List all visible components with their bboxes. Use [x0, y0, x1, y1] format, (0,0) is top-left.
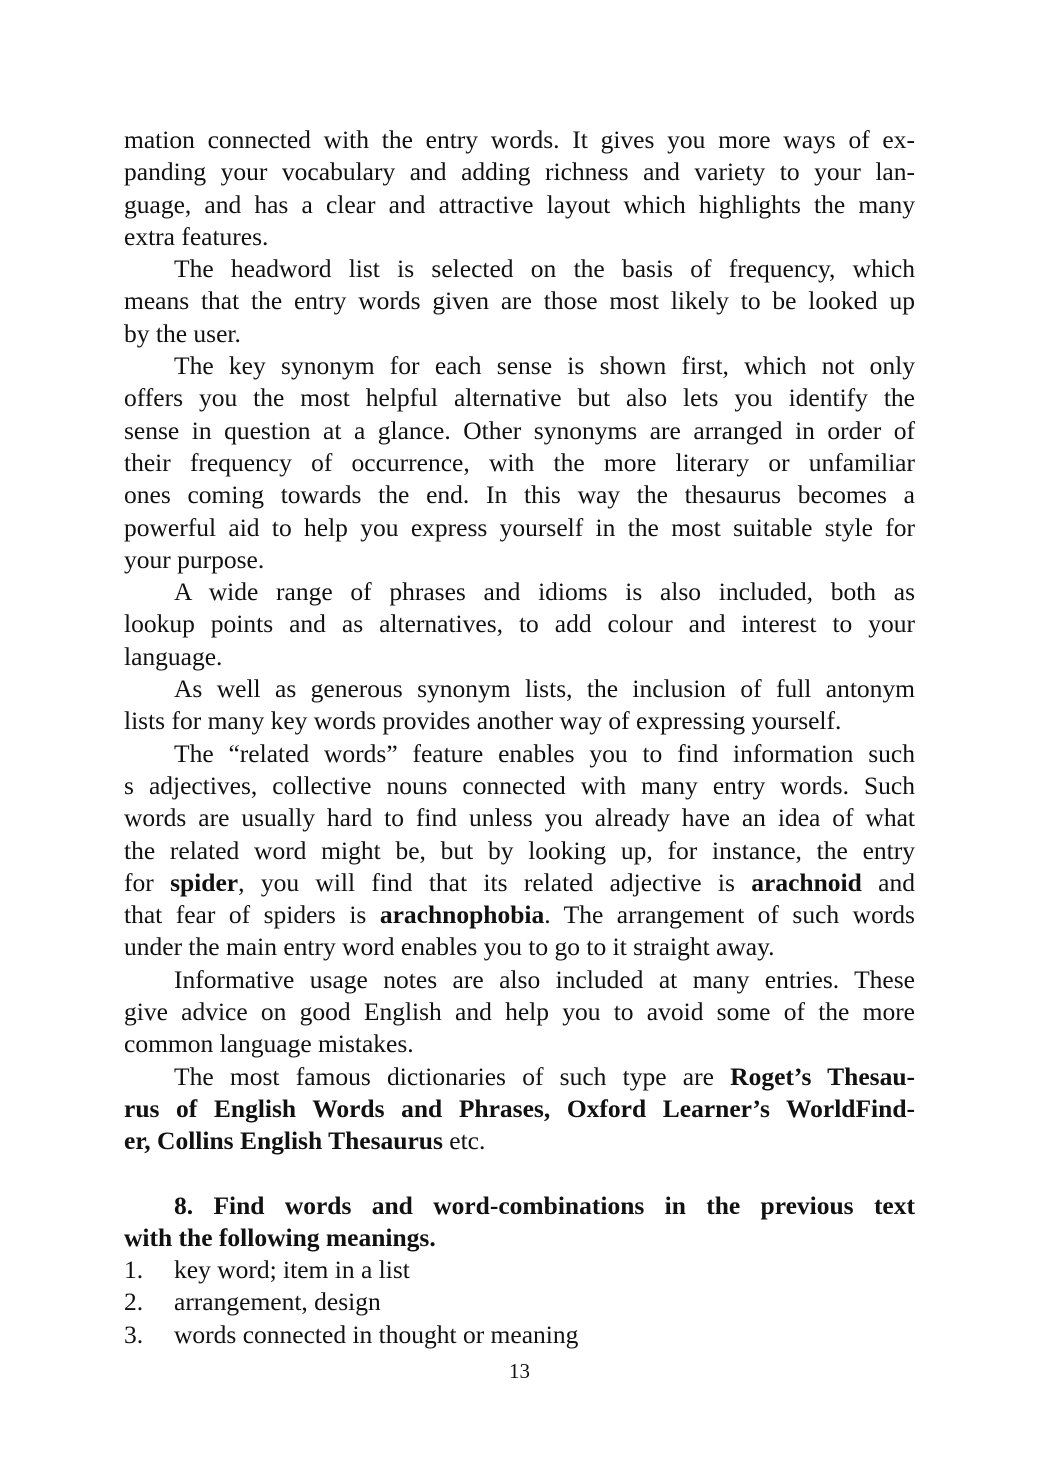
paragraph: [124, 1061, 915, 1158]
text-line: under the main entry word enables you to go to it straight away.: [124, 932, 775, 962]
text-line: [124, 867, 915, 899]
text-line: Informative usage notes are also included at many entries. These: [174, 964, 915, 994]
text-line: lists for many key words provides another way of expressing yourself.: [124, 706, 842, 736]
text-line: give advice on good English and help you to avoid some of the more: [124, 997, 915, 1027]
list-item: [124, 1319, 915, 1351]
list-item-text: arrangement, design: [174, 1287, 381, 1317]
heading-line: 8. Find words and word-combinations in the previous text: [174, 1190, 915, 1220]
exercise-list: [124, 1254, 915, 1351]
list-item-text: words connected in thought or meaning: [174, 1319, 579, 1349]
text-line: The key synonym for each sense is shown first, which not only: [174, 351, 915, 381]
text-line: offers you the most helpful alternative but also lets you identify the: [124, 383, 915, 413]
text-line: extra features.: [124, 221, 269, 251]
text-line: means that the entry words given are those most likely to be looked up: [124, 286, 915, 316]
text-run: , you will find that its related adjective is: [238, 867, 752, 897]
text-line: lookup points and as alternatives, to add colour and interest to your: [124, 609, 915, 639]
text-run: and: [861, 867, 915, 897]
text-line: your purpose.: [124, 544, 265, 574]
text-line: [124, 1093, 915, 1125]
paragraph: [124, 964, 915, 1061]
text-line: powerful aid to help you express yourself in the most suitable style for: [124, 512, 915, 542]
text-line: s adjectives, collective nouns connected with many entry words. Such: [124, 770, 915, 800]
text-line: [124, 899, 915, 931]
list-number: 2.: [124, 1287, 144, 1317]
bold-dictionary-title: rus of English Words and Phrases, Oxford Learner’s WorldFind-: [124, 1093, 915, 1123]
bold-dictionary-title: er, Collins English Thesaurus: [124, 1126, 443, 1156]
paragraph: [124, 253, 915, 350]
text-run: that fear of spiders is: [124, 900, 380, 930]
bold-term-arachnoid: arachnoid: [751, 867, 862, 897]
text-line: language.: [124, 641, 223, 671]
list-item: [124, 1254, 915, 1286]
text-line: mation connected with the entry words. It gives you more ways of ex-: [124, 125, 915, 154]
text-run: . The arrangement of such words: [544, 900, 915, 930]
paragraph: [124, 576, 915, 673]
text-line: the related word might be, but by looking up, for instance, the entry: [124, 835, 915, 865]
bold-term-spider: spider: [170, 867, 239, 897]
text-line: words are usually hard to find unless you already have an idea of what: [124, 803, 915, 833]
text-line: common language mistakes.: [124, 1029, 414, 1059]
paragraph: [124, 350, 915, 576]
list-number: 1.: [124, 1255, 144, 1285]
text-line: their frequency of occurrence, with the more literary or unfamiliar: [124, 447, 915, 477]
paragraph: [124, 124, 915, 253]
list-number: 3.: [124, 1319, 144, 1349]
spacer: [124, 1158, 915, 1190]
page-number: 13: [509, 1359, 530, 1383]
text-line: A wide range of phrases and idioms is also included, both as: [174, 577, 915, 607]
text-run: for: [124, 867, 171, 897]
text-line: The headword list is selected on the basis of frequency, which: [174, 254, 915, 284]
text-run: The most famous dictionaries of such type are: [174, 1061, 731, 1091]
paragraph: [124, 673, 915, 738]
text-line: As well as generous synonym lists, the inclusion of full antonym: [174, 674, 915, 704]
text-line: by the user.: [124, 318, 241, 348]
text-line: guage, and has a clear and attractive layout which highlights the many: [124, 189, 915, 219]
bold-term-arachnophobia: arachnophobia: [379, 900, 545, 930]
bold-dictionary-title: Roget’s Thesau-: [730, 1061, 915, 1091]
list-item-text: key word; item in a list: [174, 1255, 410, 1285]
text-line: The “related words” feature enables you to find information such: [174, 738, 915, 768]
list-item: [124, 1286, 915, 1318]
heading-line: with the following meanings.: [124, 1222, 436, 1252]
text-line: [124, 1125, 915, 1157]
text-run: etc.: [442, 1126, 486, 1156]
text-line: panding your vocabulary and adding richness and variety to your lan-: [124, 157, 915, 187]
paragraph: [124, 738, 915, 964]
text-line: [124, 1061, 915, 1093]
text-line: ones coming towards the end. In this way the thesaurus becomes a: [124, 480, 915, 510]
exercise-heading: [124, 1190, 915, 1255]
text-line: sense in question at a glance. Other synonyms are arranged in order of: [124, 415, 915, 445]
page-body: [124, 124, 915, 1351]
